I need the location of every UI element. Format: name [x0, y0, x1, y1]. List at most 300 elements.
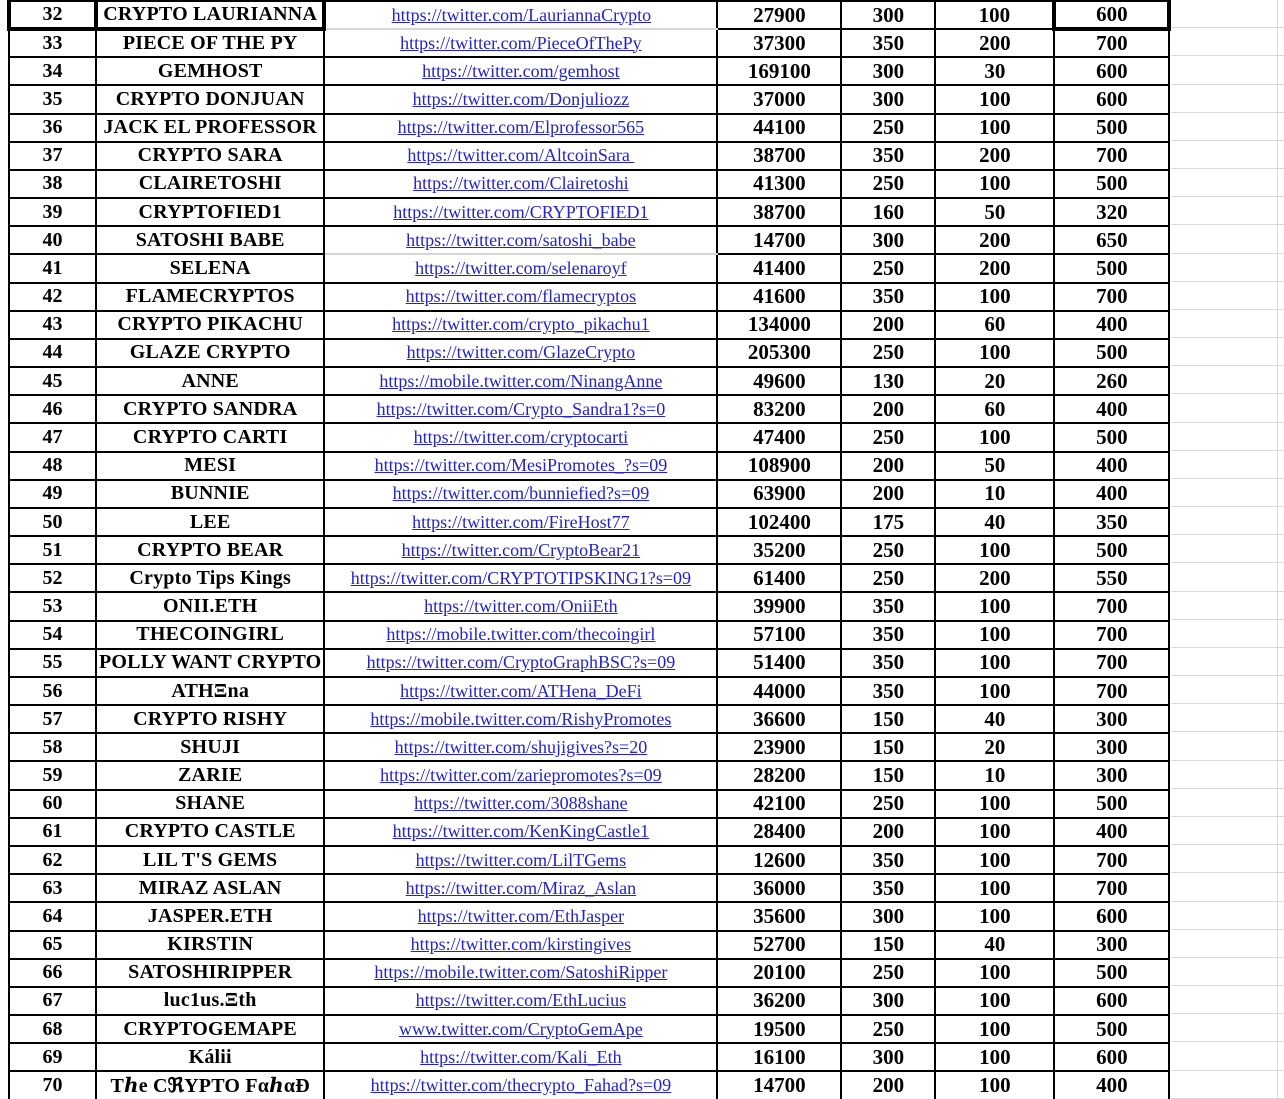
twitter-link[interactable]: https://twitter.com/CryptoGraphBSC?s=09	[366, 652, 676, 673]
metric-cell: 600	[1054, 987, 1169, 1015]
metric-cell: 600	[1054, 1, 1169, 30]
row-gridline	[1167, 620, 1284, 648]
account-name-cell: SHUJI	[96, 733, 324, 761]
metric-cell: 400	[1054, 311, 1169, 339]
row-number-cell: 48	[9, 452, 96, 480]
row-number-cell: 50	[9, 508, 96, 536]
metric-cell: 350	[841, 142, 935, 170]
row-number-cell: 65	[9, 931, 96, 959]
row-number-cell: 60	[9, 790, 96, 818]
metric-cell: 14700	[717, 1071, 841, 1099]
twitter-link[interactable]: https://twitter.com/gemhost	[422, 60, 620, 81]
metric-cell: 700	[1054, 142, 1169, 170]
row-number-cell: 35	[9, 85, 96, 113]
account-name-cell: JASPER.ETH	[96, 902, 324, 930]
row-number-cell: 34	[9, 57, 96, 85]
twitter-link[interactable]: https://twitter.com/kirstingives	[410, 934, 632, 955]
link-cell	[324, 480, 717, 508]
table-row	[9, 761, 1169, 789]
row-number-cell: 67	[9, 987, 96, 1015]
link-cell	[324, 452, 717, 480]
metric-cell: 100	[935, 959, 1054, 987]
metric-cell: 100	[935, 846, 1054, 874]
account-name-cell: MESI	[96, 452, 324, 480]
link-cell	[324, 818, 717, 846]
link-cell	[324, 733, 717, 761]
metric-cell: 400	[1054, 818, 1169, 846]
metric-cell: 100	[935, 339, 1054, 367]
twitter-link[interactable]: https://twitter.com/CRYPTOTIPSKING1?s=09	[350, 567, 692, 588]
account-name-cell: PIECE OF THE PY	[96, 29, 324, 57]
metric-cell: 400	[1054, 1071, 1169, 1099]
row-gridline	[1167, 479, 1284, 507]
metric-cell: 57100	[717, 621, 841, 649]
metric-cell: 550	[1054, 564, 1169, 592]
metric-cell: 38700	[717, 198, 841, 226]
metric-cell: 36000	[717, 874, 841, 902]
metric-cell: 250	[841, 564, 935, 592]
row-number-cell: 46	[9, 395, 96, 423]
metric-cell: 200	[841, 395, 935, 423]
link-cell	[324, 790, 717, 818]
account-name-cell: CRYPTO DONJUAN	[96, 85, 324, 113]
row-gridline	[1167, 1042, 1284, 1070]
metric-cell: 500	[1054, 423, 1169, 451]
metric-cell: 160	[841, 198, 935, 226]
row-number-cell: 40	[9, 226, 96, 254]
metric-cell: 28200	[717, 761, 841, 789]
metric-cell: 300	[841, 57, 935, 85]
metric-cell: 36200	[717, 987, 841, 1015]
row-number-cell: 41	[9, 254, 96, 282]
twitter-link[interactable]: https://twitter.com/AltcoinSara	[407, 145, 635, 166]
table-row	[9, 705, 1169, 733]
table-row	[9, 1071, 1169, 1099]
row-number-cell: 69	[9, 1043, 96, 1071]
metric-cell: 100	[935, 818, 1054, 846]
row-gridline	[1167, 902, 1284, 930]
row-gridline	[1167, 169, 1284, 197]
link-cell	[324, 367, 717, 395]
row-number-cell: 37	[9, 142, 96, 170]
account-name-cell: CRYPTO SANDRA	[96, 395, 324, 423]
metric-cell: 44100	[717, 114, 841, 142]
twitter-link[interactable]: https://twitter.com/OniiEth	[424, 596, 618, 617]
account-name-cell: JACK EL PROFESSOR	[96, 114, 324, 142]
twitter-link[interactable]: www.twitter.com/CryptoGemApe	[398, 1018, 643, 1039]
account-name-cell: CLAIRETOSHI	[96, 170, 324, 198]
metric-cell: 61400	[717, 564, 841, 592]
table-row	[9, 677, 1169, 705]
twitter-link[interactable]: https://twitter.com/MesiPromotes_?s=09	[374, 455, 668, 476]
metric-cell: 20	[935, 733, 1054, 761]
metric-cell: 600	[1054, 902, 1169, 930]
row-number-cell: 38	[9, 170, 96, 198]
metric-cell: 300	[1054, 733, 1169, 761]
row-gridline	[1167, 310, 1284, 338]
metric-cell: 200	[935, 564, 1054, 592]
twitter-link[interactable]: https://twitter.com/flamecryptos	[405, 286, 637, 307]
link-cell	[324, 170, 717, 198]
table-row	[9, 931, 1169, 959]
row-number-cell: 52	[9, 564, 96, 592]
link-cell	[324, 592, 717, 620]
link-cell	[324, 29, 717, 57]
twitter-link[interactable]: https://twitter.com/3088shane	[414, 793, 628, 814]
metric-cell: 41600	[717, 283, 841, 311]
row-number-cell: 36	[9, 114, 96, 142]
metric-cell: 100	[935, 1043, 1054, 1071]
metric-cell: 51400	[717, 649, 841, 677]
account-name-cell: ATHΞna	[96, 677, 324, 705]
metric-cell: 300	[1054, 705, 1169, 733]
metric-cell: 300	[1054, 931, 1169, 959]
link-cell	[324, 1043, 717, 1071]
row-number-cell: 64	[9, 902, 96, 930]
link-cell	[324, 339, 717, 367]
row-number-cell: 53	[9, 592, 96, 620]
metric-cell: 19500	[717, 1015, 841, 1043]
link-cell	[324, 1, 717, 30]
link-cell	[324, 85, 717, 113]
account-name-cell: CRYPTO CASTLE	[96, 818, 324, 846]
metric-cell: 100	[935, 790, 1054, 818]
twitter-link[interactable]: https://twitter.com/EthLucius	[415, 990, 627, 1011]
metric-cell: 350	[841, 283, 935, 311]
metric-cell: 150	[841, 761, 935, 789]
metric-cell: 40	[935, 931, 1054, 959]
row-gridline	[1167, 366, 1284, 394]
row-number-cell: 59	[9, 761, 96, 789]
metric-cell: 100	[935, 1015, 1054, 1043]
twitter-link[interactable]: https://twitter.com/LilTGems	[415, 849, 627, 870]
row-number-cell: 51	[9, 536, 96, 564]
metric-cell: 600	[1054, 85, 1169, 113]
table-row	[9, 142, 1169, 170]
metric-cell: 23900	[717, 733, 841, 761]
twitter-link[interactable]: https://mobile.twitter.com/RishyPromotes	[370, 708, 672, 729]
metric-cell: 200	[841, 818, 935, 846]
metric-cell: 108900	[717, 452, 841, 480]
twitter-link[interactable]: https://twitter.com/shujigives?s=20	[394, 736, 648, 757]
metric-cell: 250	[841, 339, 935, 367]
twitter-link[interactable]: https://twitter.com/thecrypto_Fahad?s=09	[370, 1074, 672, 1095]
table-row	[9, 818, 1169, 846]
account-name-cell: CRYPTO PIKACHU	[96, 311, 324, 339]
account-name-cell: Kálii	[96, 1043, 324, 1071]
twitter-link[interactable]: https://twitter.com/GlazeCrypto	[406, 342, 636, 363]
account-name-cell: CRYPTO LAURIANNA	[96, 1, 324, 30]
twitter-link[interactable]: https://twitter.com/satoshi_babe	[406, 229, 636, 250]
link-cell	[324, 395, 717, 423]
metric-cell: 200	[935, 254, 1054, 282]
account-name-cell: POLLY WANT CRYPTO	[96, 649, 324, 677]
twitter-link[interactable]: https://mobile.twitter.com/NinangAnne	[379, 370, 663, 391]
link-cell	[324, 874, 717, 902]
account-name-cell: CRYPTO SARA	[96, 142, 324, 170]
metric-cell: 300	[841, 902, 935, 930]
twitter-link[interactable]: https://twitter.com/EthJasper	[417, 905, 625, 926]
metric-cell: 100	[935, 536, 1054, 564]
metric-cell: 30	[935, 57, 1054, 85]
link-cell	[324, 761, 717, 789]
account-name-cell: CRYPTO RISHY	[96, 705, 324, 733]
metric-cell: 10	[935, 761, 1054, 789]
table-row	[9, 846, 1169, 874]
row-number-cell: 39	[9, 198, 96, 226]
metric-cell: 500	[1054, 536, 1169, 564]
account-name-cell: CRYPTO CARTI	[96, 423, 324, 451]
metric-cell: 200	[935, 29, 1054, 57]
row-gridline	[1167, 535, 1284, 563]
metric-cell: 700	[1054, 29, 1169, 57]
metric-cell: 300	[1054, 761, 1169, 789]
metric-cell: 200	[841, 311, 935, 339]
metric-cell: 100	[935, 85, 1054, 113]
row-gridline	[1167, 141, 1284, 169]
metric-cell: 100	[935, 902, 1054, 930]
link-cell	[324, 931, 717, 959]
link-cell	[324, 987, 717, 1015]
account-name-cell: ZARIE	[96, 761, 324, 789]
metric-cell: 350	[841, 874, 935, 902]
link-cell	[324, 226, 717, 254]
link-cell	[324, 677, 717, 705]
metric-cell: 100	[935, 283, 1054, 311]
metric-cell: 400	[1054, 480, 1169, 508]
metric-cell: 700	[1054, 649, 1169, 677]
metric-cell: 100	[935, 621, 1054, 649]
twitter-link[interactable]: https://twitter.com/Clairetoshi	[413, 173, 629, 194]
row-gridline	[1167, 592, 1284, 620]
metric-cell: 500	[1054, 170, 1169, 198]
twitter-link[interactable]: https://twitter.com/CRYPTOFIED1	[393, 201, 649, 222]
metric-cell: 63900	[717, 480, 841, 508]
row-number-cell: 45	[9, 367, 96, 395]
link-cell	[324, 311, 717, 339]
row-gridline	[1167, 197, 1284, 225]
row-gridline	[1167, 761, 1284, 789]
row-gridline	[1167, 648, 1284, 676]
metric-cell: 350	[841, 846, 935, 874]
metric-cell: 250	[841, 790, 935, 818]
account-name-cell: SATOSHIRIPPER	[96, 959, 324, 987]
metric-cell: 41400	[717, 254, 841, 282]
twitter-link[interactable]: https://twitter.com/CryptoBear21	[401, 539, 641, 560]
metric-cell: 200	[841, 1071, 935, 1099]
metric-cell: 102400	[717, 508, 841, 536]
twitter-link[interactable]: https://twitter.com/KenKingCastle1	[392, 821, 650, 842]
link-cell	[324, 1015, 717, 1043]
row-gridline	[1167, 704, 1284, 732]
twitter-link[interactable]: https://twitter.com/crypto_pikachu1	[392, 314, 650, 335]
row-gridline	[1167, 423, 1284, 451]
account-name-cell: SELENA	[96, 254, 324, 282]
metric-cell: 350	[841, 677, 935, 705]
link-cell	[324, 846, 717, 874]
metric-cell: 500	[1054, 254, 1169, 282]
table-row	[9, 536, 1169, 564]
metric-cell: 250	[841, 1015, 935, 1043]
table-row	[9, 170, 1169, 198]
metric-cell: 35600	[717, 902, 841, 930]
metric-cell: 700	[1054, 874, 1169, 902]
metric-cell: 20	[935, 367, 1054, 395]
table-row	[9, 311, 1169, 339]
metric-cell: 60	[935, 395, 1054, 423]
link-cell	[324, 536, 717, 564]
account-name-cell: CRYPTO BEAR	[96, 536, 324, 564]
metric-cell: 350	[841, 29, 935, 57]
metric-cell: 37300	[717, 29, 841, 57]
link-cell	[324, 621, 717, 649]
account-name-cell: CRYPTOGEMAPE	[96, 1015, 324, 1043]
metric-cell: 600	[1054, 57, 1169, 85]
metric-cell: 100	[935, 114, 1054, 142]
row-gridline	[1167, 507, 1284, 535]
metric-cell: 16100	[717, 1043, 841, 1071]
row-gridline	[1167, 873, 1284, 901]
metric-cell: 42100	[717, 790, 841, 818]
metric-cell: 36600	[717, 705, 841, 733]
metric-cell: 100	[935, 1071, 1054, 1099]
twitter-link[interactable]: https://twitter.com/LauriannaCrypto	[391, 4, 652, 25]
metric-cell: 350	[841, 621, 935, 649]
metric-cell: 100	[935, 677, 1054, 705]
metric-cell: 500	[1054, 339, 1169, 367]
account-name-cell: LIL T'S GEMS	[96, 846, 324, 874]
link-cell	[324, 142, 717, 170]
twitter-link[interactable]: https://twitter.com/Crypto_Sandra1?s=0	[376, 398, 666, 419]
metric-cell: 250	[841, 114, 935, 142]
row-number-cell: 54	[9, 621, 96, 649]
table-row	[9, 423, 1169, 451]
table-row	[9, 226, 1169, 254]
table-row	[9, 564, 1169, 592]
table-row	[9, 621, 1169, 649]
row-number-cell: 68	[9, 1015, 96, 1043]
twitter-link[interactable]: https://twitter.com/selenaroyf	[415, 257, 627, 278]
metric-cell: 27900	[717, 1, 841, 30]
metric-cell: 300	[841, 85, 935, 113]
metric-cell: 500	[1054, 790, 1169, 818]
link-cell	[324, 959, 717, 987]
row-gridline	[1167, 225, 1284, 253]
twitter-link[interactable]: https://twitter.com/Elprofessor565	[397, 117, 645, 138]
account-name-cell: KIRSTIN	[96, 931, 324, 959]
row-gridline	[1167, 28, 1284, 56]
metric-cell: 28400	[717, 818, 841, 846]
metric-cell: 134000	[717, 311, 841, 339]
table-row	[9, 254, 1169, 282]
metric-cell: 300	[841, 226, 935, 254]
twitter-link[interactable]: https://mobile.twitter.com/thecoingirl	[386, 624, 656, 645]
metric-cell: 47400	[717, 423, 841, 451]
metric-cell: 14700	[717, 226, 841, 254]
twitter-link[interactable]: https://twitter.com/bunniefied?s=09	[392, 483, 650, 504]
metric-cell: 400	[1054, 452, 1169, 480]
row-number-cell: 55	[9, 649, 96, 677]
account-name-cell: ONII.ETH	[96, 592, 324, 620]
row-gridline	[1167, 451, 1284, 479]
metric-cell: 250	[841, 170, 935, 198]
metric-cell: 175	[841, 508, 935, 536]
metric-cell: 205300	[717, 339, 841, 367]
metric-cell: 83200	[717, 395, 841, 423]
link-cell	[324, 57, 717, 85]
table-row	[9, 1, 1169, 30]
table-row	[9, 1043, 1169, 1071]
metric-cell: 150	[841, 931, 935, 959]
table-row	[9, 198, 1169, 226]
metric-cell: 200	[935, 142, 1054, 170]
row-gridline	[1167, 282, 1284, 310]
link-cell	[324, 1071, 717, 1099]
account-name-cell: CRYPTOFIED1	[96, 198, 324, 226]
twitter-link[interactable]: https://mobile.twitter.com/SatoshiRipper	[374, 962, 668, 983]
metric-cell: 250	[841, 254, 935, 282]
row-gridline	[1167, 1071, 1284, 1099]
row-number-cell: 70	[9, 1071, 96, 1099]
link-cell	[324, 902, 717, 930]
account-name-cell: MIRAZ ASLAN	[96, 874, 324, 902]
link-cell	[324, 649, 717, 677]
table-row	[9, 987, 1169, 1015]
twitter-link[interactable]: https://twitter.com/FireHost77	[412, 511, 630, 532]
twitter-link[interactable]: https://twitter.com/cryptocarti	[413, 426, 629, 447]
table-row	[9, 395, 1169, 423]
metric-cell: 150	[841, 733, 935, 761]
row-number-cell: 47	[9, 423, 96, 451]
twitter-link[interactable]: https://twitter.com/Donjuliozz	[412, 88, 630, 109]
row-number-cell: 63	[9, 874, 96, 902]
account-name-cell: BUNNIE	[96, 480, 324, 508]
twitter-link[interactable]: https://twitter.com/Miraz_Aslan	[405, 877, 637, 898]
account-name-cell: Crypto Tips Kings	[96, 564, 324, 592]
metric-cell: 100	[935, 1, 1054, 30]
table-row	[9, 592, 1169, 620]
twitter-link[interactable]: https://twitter.com/zariepromotes?s=09	[380, 765, 662, 786]
row-gridline	[1167, 394, 1284, 422]
twitter-link[interactable]: https://twitter.com/Kali_Eth	[420, 1046, 622, 1067]
column-gridline	[1277, 0, 1278, 1099]
twitter-link[interactable]: https://twitter.com/PieceOfThePy	[400, 32, 642, 53]
account-name-cell: ANNE	[96, 367, 324, 395]
metric-cell: 500	[1054, 1015, 1169, 1043]
table-row	[9, 733, 1169, 761]
row-gridline	[1167, 676, 1284, 704]
table-row	[9, 1015, 1169, 1043]
metric-cell: 60	[935, 311, 1054, 339]
metric-cell: 350	[1054, 508, 1169, 536]
metric-cell: 250	[841, 959, 935, 987]
metric-cell: 100	[935, 423, 1054, 451]
table-row	[9, 57, 1169, 85]
row-gridline	[1167, 56, 1284, 84]
row-gridline	[1167, 113, 1284, 141]
link-cell	[324, 198, 717, 226]
twitter-link[interactable]: https://twitter.com/ATHena_DeFi	[400, 680, 642, 701]
table-row	[9, 114, 1169, 142]
table-row	[9, 29, 1169, 57]
link-cell	[324, 508, 717, 536]
metric-cell: 700	[1054, 592, 1169, 620]
account-name-cell: Tℎe CℜYPTO FαℎαÐ	[96, 1071, 324, 1099]
row-gridline	[1167, 1014, 1284, 1042]
row-gridline	[1167, 845, 1284, 873]
metric-cell: 44000	[717, 677, 841, 705]
metric-cell: 39900	[717, 592, 841, 620]
